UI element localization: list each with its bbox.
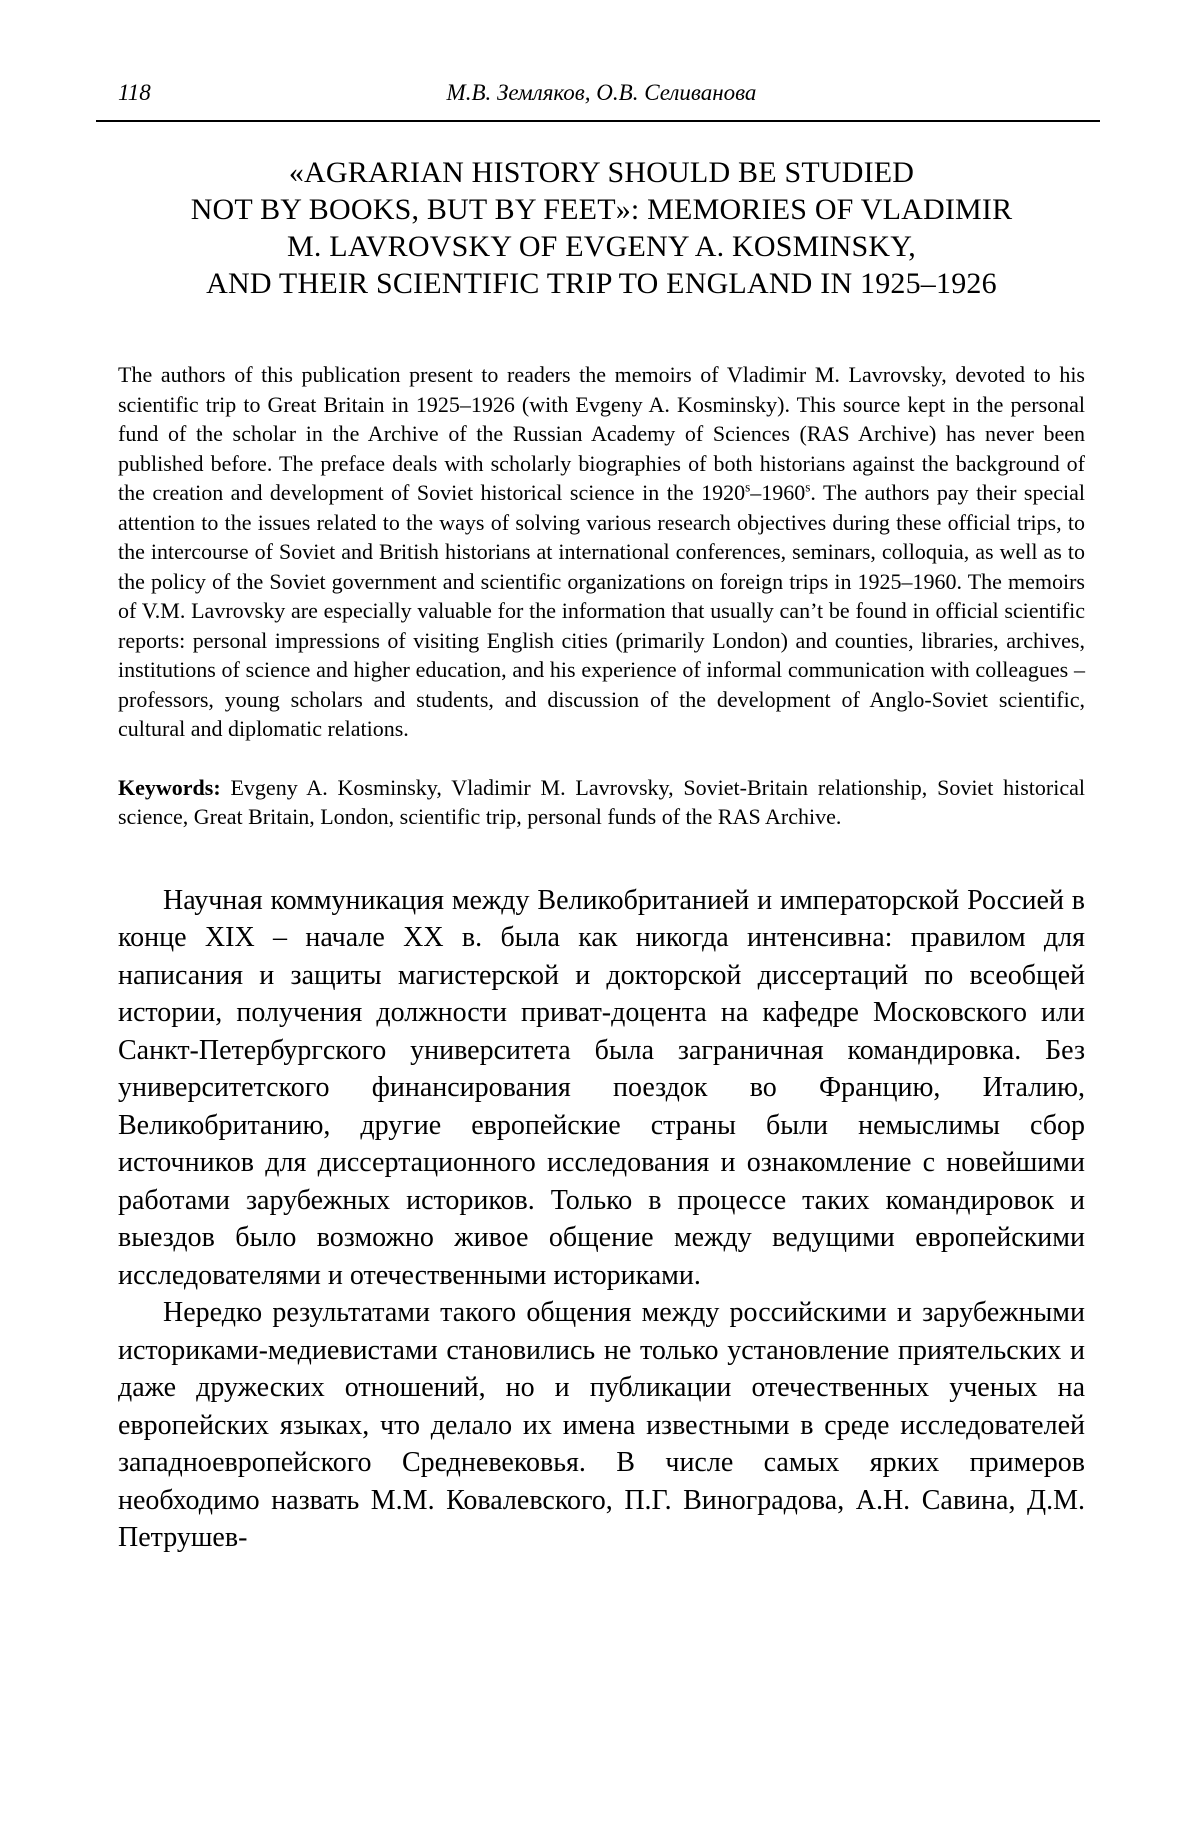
abstract-segment-2: –1960 xyxy=(750,480,806,505)
keywords-text: Evgeny A. Kosminsky, Vladimir M. Lavrovsky, Soviet-Britain relationship, Soviet historical science, Great Britain, London, scientific trip, personal funds of the RAS Archive. xyxy=(118,774,1085,829)
superscript-s: s xyxy=(745,479,751,495)
abstract-segment-3: . The authors pay their special attention to the issues related to the ways of solving various research objectives during these official trips, to the intercourse of Soviet and British historians at international conferences, seminars, colloquia, as well as to the policy of the Soviet government and scientific organizations on foreign trips in 1925–1960. The memoirs of V.M. Lavrovsky are especially valuable for the information that usually can’t be found in official scientific reports: personal impressions of visiting English cities (primarily London) and counties, libraries, archives, institutions of science and higher education, and his experience of informal communication with colleagues – professors, young scholars and students, and discussion of the development of Anglo-Soviet scientific, cultural and diplomatic relations. xyxy=(118,480,1085,741)
running-header xyxy=(118,78,1085,108)
header-divider xyxy=(96,120,1100,122)
article-title xyxy=(118,154,1085,302)
article-title-line-3: M. LAVROVSKY OF EVGENY A. KOSMINSKY, xyxy=(287,230,916,263)
abstract-paragraph xyxy=(118,360,1085,744)
body-paragraph-2: Нередко результатами такого общения между российскими и зарубежными историками-медиевистами становились не только установление приятельских и даже дружеских отношений, но и публикации отечественных ученых на европейских языках, что делало их имена известными в среде исследователей западноевропейского Средневековья. В числе самых ярких примеров необходимо назвать М.М. Ковалевского, П.Г. Виноградова, А.Н. Савина, Д.М. Петрушев- xyxy=(118,1297,1085,1553)
article-title-line-1: «AGRARIAN HISTORY SHOULD BE STUDIED xyxy=(288,156,915,189)
abstract-segment-1: The authors of this publication present to readers the memoirs of Vladimir M. Lavrovsky, devoted to his scientific trip to Great Britain in 1925–1926 (with Evgeny A. Kosminsky). This source kept in the personal fund of the scholar in the Archive of the Russian Academy of Sciences (RAS Archive) has never been published before. The preface deals with scholarly biographies of both historians against the background of the creation and development of Soviet historical science in the 1920 xyxy=(118,362,1085,505)
keywords-paragraph xyxy=(118,773,1085,832)
keywords-label: Keywords: xyxy=(118,774,221,800)
superscript-s: s xyxy=(805,479,811,495)
running-title-authors: М.В. Земляков, О.В. Селиванова xyxy=(446,80,757,105)
page-number: 118 xyxy=(118,80,151,105)
article-title-line-2: NOT BY BOOKS, BUT BY FEET»: MEMORIES OF VLADIMIR xyxy=(190,193,1013,226)
article-title-line-4: AND THEIR SCIENTIFIC TRIP TO ENGLAND IN 1925–1926 xyxy=(206,267,997,300)
body-paragraph-1: Научная коммуникация между Великобританией и императорской Россией в конце XIX – начале XX в. была как никогда интенсивна: правилом для написания и защиты магистерской и докторской диссертаций по всеобщей истории, получения должности приват-доцента на кафедре Московского или Санкт-Петербургского университета была заграничная командировка. Без университетского финансирования поездок во Францию, Италию, Великобританию, другие европейские страны были немыслимы сбор источников для диссертационного исследования и ознакомление с новейшими работами зарубежных историков. Только в процессе таких командировок и выездов было возможно живое общение между ведущими европейскими исследователями и отечественными историками. xyxy=(118,884,1085,1291)
article-body xyxy=(118,882,1085,1557)
